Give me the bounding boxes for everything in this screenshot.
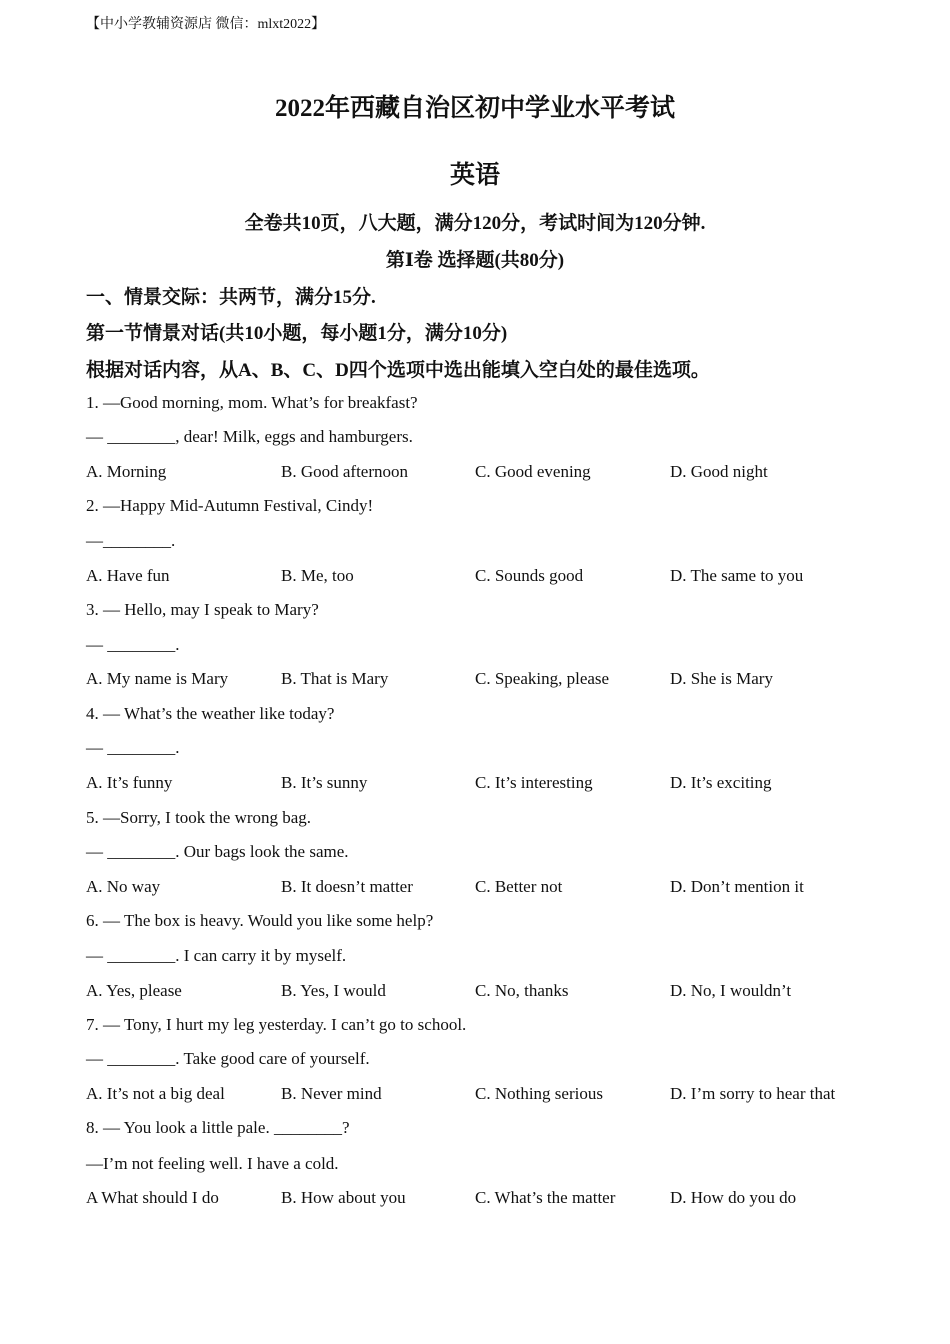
option-d: D. I’m sorry to hear that: [670, 1084, 836, 1103]
option-c: C. Speaking, please: [475, 669, 610, 688]
question-response: — ________. Our bags look the same.: [86, 842, 349, 861]
option-b: B. Never mind: [281, 1084, 382, 1103]
subsection-title: 第一节情景对话(共10小题，每小题1分，满分10分): [86, 323, 508, 344]
option-a: A. Morning: [86, 462, 167, 481]
option-d: D. It’s exciting: [670, 773, 772, 792]
exam-info: 全卷共10页，八大题，满分120分，考试时间为120分钟.: [244, 213, 706, 234]
question-prompt: 4. — What’s the weather like today?: [86, 704, 335, 723]
option-b: B. It doesn’t matter: [281, 877, 413, 896]
option-c: C. No, thanks: [475, 981, 569, 1000]
option-d: D. The same to you: [670, 566, 804, 585]
part-title: 第Ⅰ卷 选择题(共80分): [385, 250, 565, 271]
option-c: C. What’s the matter: [475, 1188, 616, 1207]
question-response: — ________. Take good care of yourself.: [86, 1049, 370, 1068]
option-d: D. Don’t mention it: [670, 877, 804, 896]
option-a: A. No way: [86, 877, 161, 896]
option-d: D. She is Mary: [670, 669, 773, 688]
question-response: — ________.: [86, 738, 180, 757]
question-prompt: 2. —Happy Mid-Autumn Festival, Cindy!: [86, 496, 374, 515]
option-d: D. How do you do: [670, 1188, 797, 1207]
option-a: A. It’s funny: [86, 773, 173, 792]
option-d: D. No, I wouldn’t: [670, 981, 792, 1000]
question-response: — ________. I can carry it by myself.: [86, 946, 347, 965]
question-prompt: 7. — Tony, I hurt my leg yesterday. I can’t go to school.: [86, 1015, 467, 1034]
option-c: C. Sounds good: [475, 566, 584, 585]
option-a: A. Have fun: [86, 566, 170, 585]
question-response: — ________, dear! Milk, eggs and hamburgers.: [86, 427, 413, 446]
option-b: B. Me, too: [281, 566, 354, 585]
section-title: 一、情景交际：共两节，满分15分.: [86, 287, 376, 308]
option-b: B. It’s sunny: [281, 773, 368, 792]
option-a: A. My name is Mary: [86, 669, 229, 688]
question-response: —________.: [86, 531, 176, 550]
option-c: C. Better not: [475, 877, 563, 896]
option-c: C. It’s interesting: [475, 773, 593, 792]
exam-title: 2022年西藏自治区初中学业水平考试: [274, 95, 675, 122]
question-prompt: 1. —Good morning, mom. What’s for breakfast?: [86, 393, 418, 412]
option-b: B. Yes, I would: [281, 981, 386, 1000]
subject-title: 英语: [449, 162, 500, 189]
option-c: C. Good evening: [475, 462, 591, 481]
option-b: B. Good afternoon: [281, 462, 409, 481]
question-prompt: 6. — The box is heavy. Would you like some help?: [86, 911, 434, 930]
question-prompt: 5. —Sorry, I took the wrong bag.: [86, 808, 312, 827]
option-a: A. Yes, please: [86, 981, 182, 1000]
option-d: D. Good night: [670, 462, 768, 481]
question-prompt: 8. — You look a little pale. ________?: [86, 1118, 350, 1137]
option-a: A. It’s not a big deal: [86, 1084, 225, 1103]
question-prompt: 3. — Hello, may I speak to Mary?: [86, 600, 319, 619]
instruction: 根据对话内容，从A、B、C、D四个选项中选出能填入空白处的最佳选项。: [86, 360, 710, 381]
question-response: — ________.: [86, 635, 180, 654]
option-b: B. How about you: [281, 1188, 406, 1207]
header-note: 【中小学教辅资源店 微信：mlxt2022】: [86, 17, 326, 32]
option-a: A What should I do: [86, 1188, 219, 1207]
question-response: —I’m not feeling well. I have a cold.: [86, 1154, 339, 1173]
option-c: C. Nothing serious: [475, 1084, 603, 1103]
option-b: B. That is Mary: [281, 669, 389, 688]
